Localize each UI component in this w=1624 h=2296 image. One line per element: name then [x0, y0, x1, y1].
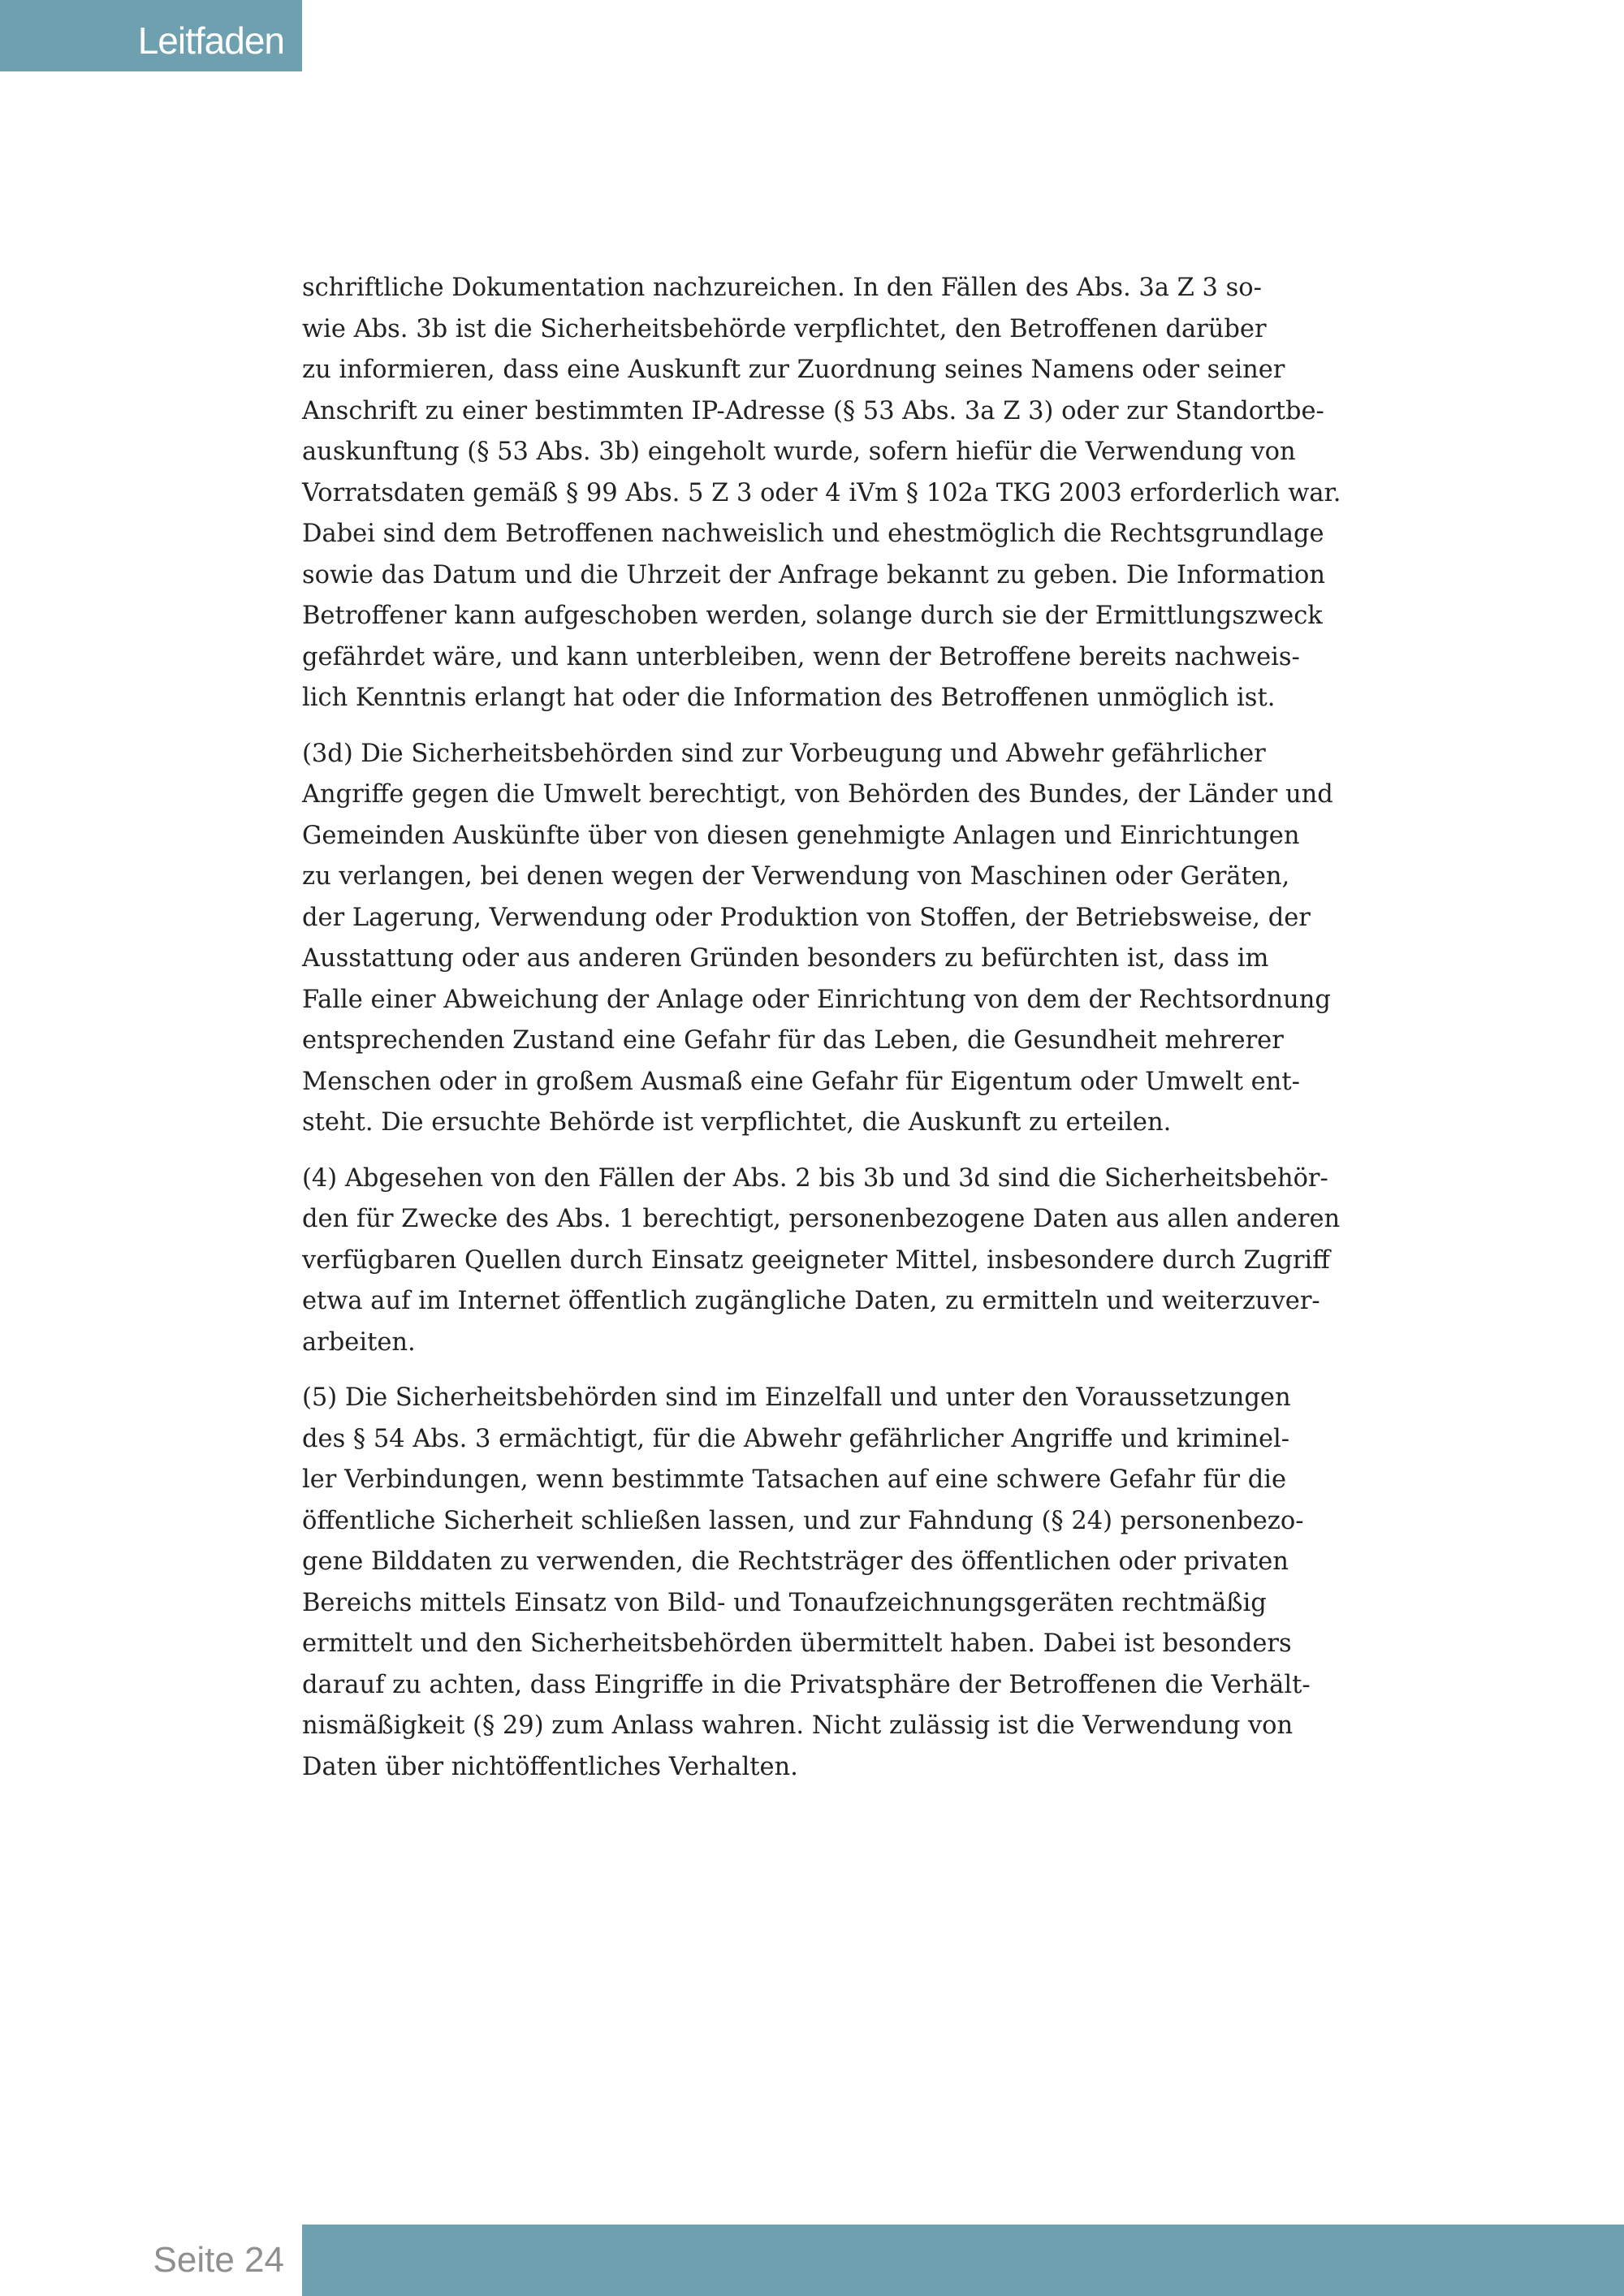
paragraph-1 — [302, 268, 1354, 719]
text-line: steht. Die ersuchte Behörde ist verpflichtet, die Auskunft zu erteilen. — [302, 1108, 1172, 1137]
text-line: Anschrift zu einer bestimmten IP-Adresse (§ 53 Abs. 3a Z 3) oder zur Standortbe- — [302, 396, 1324, 425]
text-line: des § 54 Abs. 3 ermächtigt, für die Abwehr gefährlicher Angriffe und kriminel- — [302, 1424, 1290, 1453]
text-line: Daten über nichtöffentliches Verhalten. — [302, 1752, 798, 1781]
text-line: sowie das Datum und die Uhrzeit der Anfrage bekannt zu geben. Die Information — [302, 560, 1326, 589]
text-line: wie Abs. 3b ist die Sicherheitsbehörde verpflichtet, den Betroffenen darüber — [302, 314, 1267, 343]
text-line: Bereichs mittels Einsatz von Bild- und Tonaufzeichnungsgeräten rechtmäßig — [302, 1588, 1267, 1617]
text-line: zu informieren, dass eine Auskunft zur Zuordnung seines Namens oder seiner — [302, 356, 1285, 384]
text-line: Gemeinden Auskünfte über von diesen genehmigte Anlagen und Einrichtungen — [302, 821, 1300, 850]
paragraph-4 — [302, 1159, 1354, 1364]
text-line: ermittelt und den Sicherheitsbehörden übermittelt haben. Dabei ist besonders — [302, 1629, 1292, 1658]
header-tab — [0, 0, 302, 71]
text-line: (3d) Die Sicherheitsbehörden sind zur Vorbeugung und Abwehr gefährlicher — [302, 739, 1266, 768]
text-line: gefährdet wäre, und kann unterbleiben, wenn der Betroffene bereits nachweis- — [302, 642, 1300, 671]
page-number: Seite 24 — [153, 2240, 284, 2280]
text-line: lich Kenntnis erlangt hat oder die Information des Betroffenen unmöglich ist. — [302, 684, 1276, 712]
text-line: der Lagerung, Verwendung oder Produktion von Stoffen, der Betriebsweise, der — [302, 903, 1311, 932]
body-text — [302, 268, 1354, 1802]
text-line: Falle einer Abweichung der Anlage oder Einrichtung von dem der Rechtsordnung — [302, 985, 1331, 1014]
text-line: etwa auf im Internet öffentlich zugängliche Daten, zu ermitteln und weiterzuver- — [302, 1287, 1320, 1315]
paragraph-5 — [302, 1378, 1354, 1788]
text-line: ler Verbindungen, wenn bestimmte Tatsachen auf eine schwere Gefahr für die — [302, 1465, 1287, 1494]
text-line: verfügbaren Quellen durch Einsatz geeigneter Mittel, insbesondere durch Zugriff — [302, 1245, 1330, 1275]
text-line: öffentliche Sicherheit schließen lassen, und zur Fahndung (§ 24) personenbezo- — [302, 1506, 1304, 1535]
paragraph-3d — [302, 734, 1354, 1144]
text-line: (4) Abgesehen von den Fällen der Abs. 2 bis 3b und 3d sind die Sicherheitsbehör- — [302, 1163, 1328, 1193]
text-line: Menschen oder in großem Ausmaß eine Gefahr für Eigentum oder Umwelt ent- — [302, 1067, 1300, 1096]
text-line: zu verlangen, bei denen wegen der Verwendung von Maschinen oder Geräten, — [302, 862, 1290, 891]
footer-bar — [302, 2225, 1624, 2296]
text-line: (5) Die Sicherheitsbehörden sind im Einzelfall und unter den Voraussetzungen — [302, 1383, 1291, 1412]
text-line: Vorratsdaten gemäß § 99 Abs. 5 Z 3 oder 4 iVm § 102a TKG 2003 erforderlich war. — [302, 478, 1341, 507]
text-line: den für Zwecke des Abs. 1 berechtigt, personenbezogene Daten aus allen anderen — [302, 1205, 1341, 1233]
text-line: gene Bilddaten zu verwenden, die Rechtsträger des öffentlichen oder privaten — [302, 1547, 1289, 1576]
text-line: auskunftung (§ 53 Abs. 3b) eingeholt wurde, sofern hiefür die Verwendung von — [302, 438, 1296, 466]
text-line: arbeiten. — [302, 1327, 416, 1357]
text-line: nismäßigkeit (§ 29) zum Anlass wahren. Nicht zulässig ist die Verwendung von — [302, 1711, 1294, 1740]
text-line: entsprechenden Zustand eine Gefahr für das Leben, die Gesundheit mehrerer — [302, 1026, 1284, 1055]
text-line: Angriffe gegen die Umwelt berechtigt, von Behörden des Bundes, der Länder und — [302, 780, 1333, 809]
header-label: Leitfaden — [137, 19, 284, 62]
text-line: Betroffener kann aufgeschoben werden, solange durch sie der Ermittlungszweck — [302, 602, 1323, 630]
text-line: schriftliche Dokumentation nachzureichen. In den Fällen des Abs. 3a Z 3 so- — [302, 274, 1262, 302]
text-line: darauf zu achten, dass Eingriffe in die Privatsphäre der Betroffenen die Verhält- — [302, 1670, 1311, 1699]
text-line: Dabei sind dem Betroffenen nachweislich und ehestmöglich die Rechtsgrundlage — [302, 520, 1324, 548]
text-line: Ausstattung oder aus anderen Gründen besonders zu befürchten ist, dass im — [302, 944, 1269, 973]
